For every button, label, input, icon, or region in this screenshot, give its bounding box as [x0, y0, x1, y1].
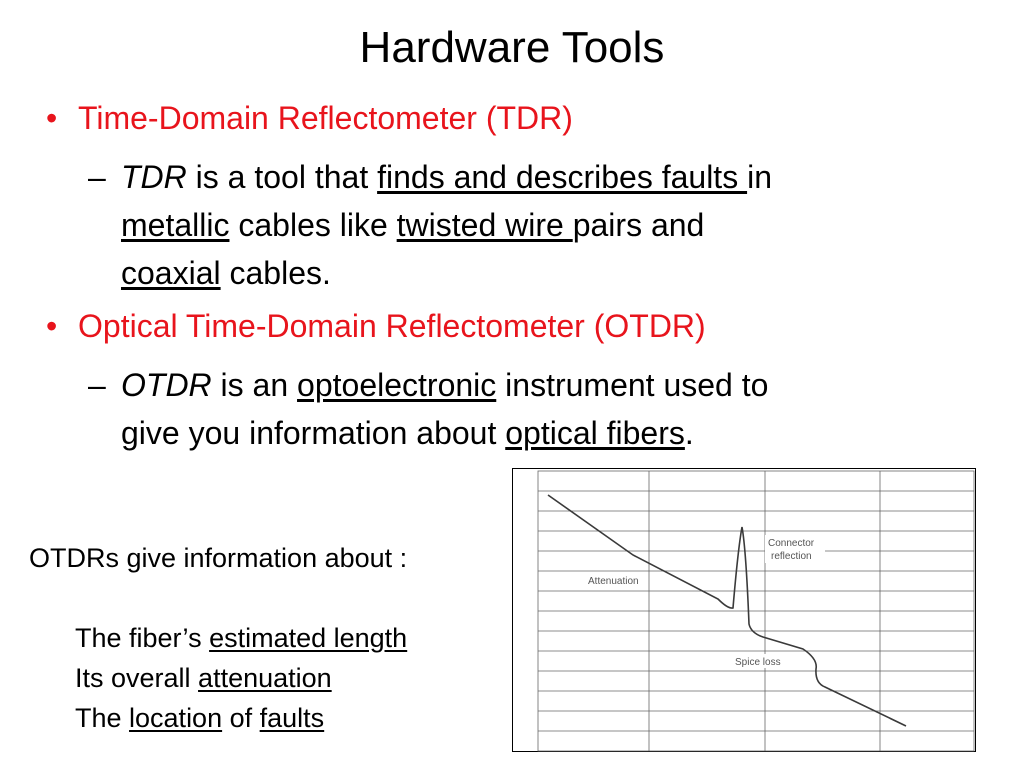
bullet-tdr-heading: Time-Domain Reflectometer (TDR)	[78, 100, 573, 136]
term-tdr: TDR	[121, 159, 187, 195]
sub-tdr-line2	[88, 201, 948, 249]
sub-text: instrument used to	[496, 367, 769, 403]
term-faults: faults	[259, 703, 325, 733]
sub-text: .	[684, 415, 694, 451]
sub-tdr	[88, 153, 948, 297]
otdr-info-intro: OTDRs give information about :	[29, 543, 408, 573]
sub-text: in	[747, 159, 772, 195]
otdr-info-item	[75, 698, 407, 738]
sub-otdr	[88, 361, 948, 457]
slide-title: Hardware Tools	[359, 23, 665, 72]
otdr-info-block	[29, 538, 407, 738]
sub-text: is an	[211, 367, 298, 403]
term-otdr: OTDR	[121, 367, 212, 403]
label-reflection: reflection	[771, 551, 812, 562]
term-location: location	[129, 703, 223, 733]
otdr-info-item	[75, 618, 407, 658]
label-connector: Connector	[768, 538, 815, 549]
otdr-trace-figure	[512, 468, 976, 752]
otdr-info-list	[29, 618, 407, 738]
bullet-otdr	[46, 306, 706, 346]
term-attenuation: attenuation	[198, 663, 332, 693]
term-optoelectronic: optoelectronic	[297, 367, 497, 403]
otdr-info-item	[75, 658, 407, 698]
bullet-dot: •	[46, 100, 58, 136]
otdr-trace-svg	[513, 469, 977, 753]
sub-text: give you information about	[121, 415, 506, 451]
term-coaxial: coaxial	[121, 255, 221, 291]
label-splice-loss: Spice loss	[735, 657, 781, 668]
term-twisted-wire: twisted wire	[396, 207, 573, 243]
item-text: Its overall	[75, 663, 199, 693]
sub-dash: –	[88, 367, 106, 403]
term-optical-fibers: optical fibers	[505, 415, 685, 451]
grid-hlines	[538, 491, 974, 731]
term-metallic: metallic	[121, 207, 230, 243]
sub-text: pairs and	[572, 207, 705, 243]
grid	[538, 471, 974, 751]
sub-text: cables like	[229, 207, 397, 243]
label-attenuation: Attenuation	[588, 576, 639, 587]
sub-otdr-line2	[88, 409, 948, 457]
bullet-dot: •	[46, 308, 58, 344]
sub-tdr-line3	[88, 249, 948, 297]
link-finds-faults: finds and describes faults	[377, 159, 748, 195]
item-text: of	[222, 703, 260, 733]
sub-text: is a tool that	[186, 159, 378, 195]
bullet-otdr-heading: Optical Time-Domain Reflectometer (OTDR)	[78, 308, 706, 344]
item-text: The fiber’s	[75, 623, 210, 653]
bullet-tdr	[46, 98, 573, 138]
sub-dash: –	[88, 159, 106, 195]
term-estimated-length: estimated length	[209, 623, 408, 653]
sub-text: cables.	[220, 255, 331, 291]
item-text: The	[75, 703, 130, 733]
